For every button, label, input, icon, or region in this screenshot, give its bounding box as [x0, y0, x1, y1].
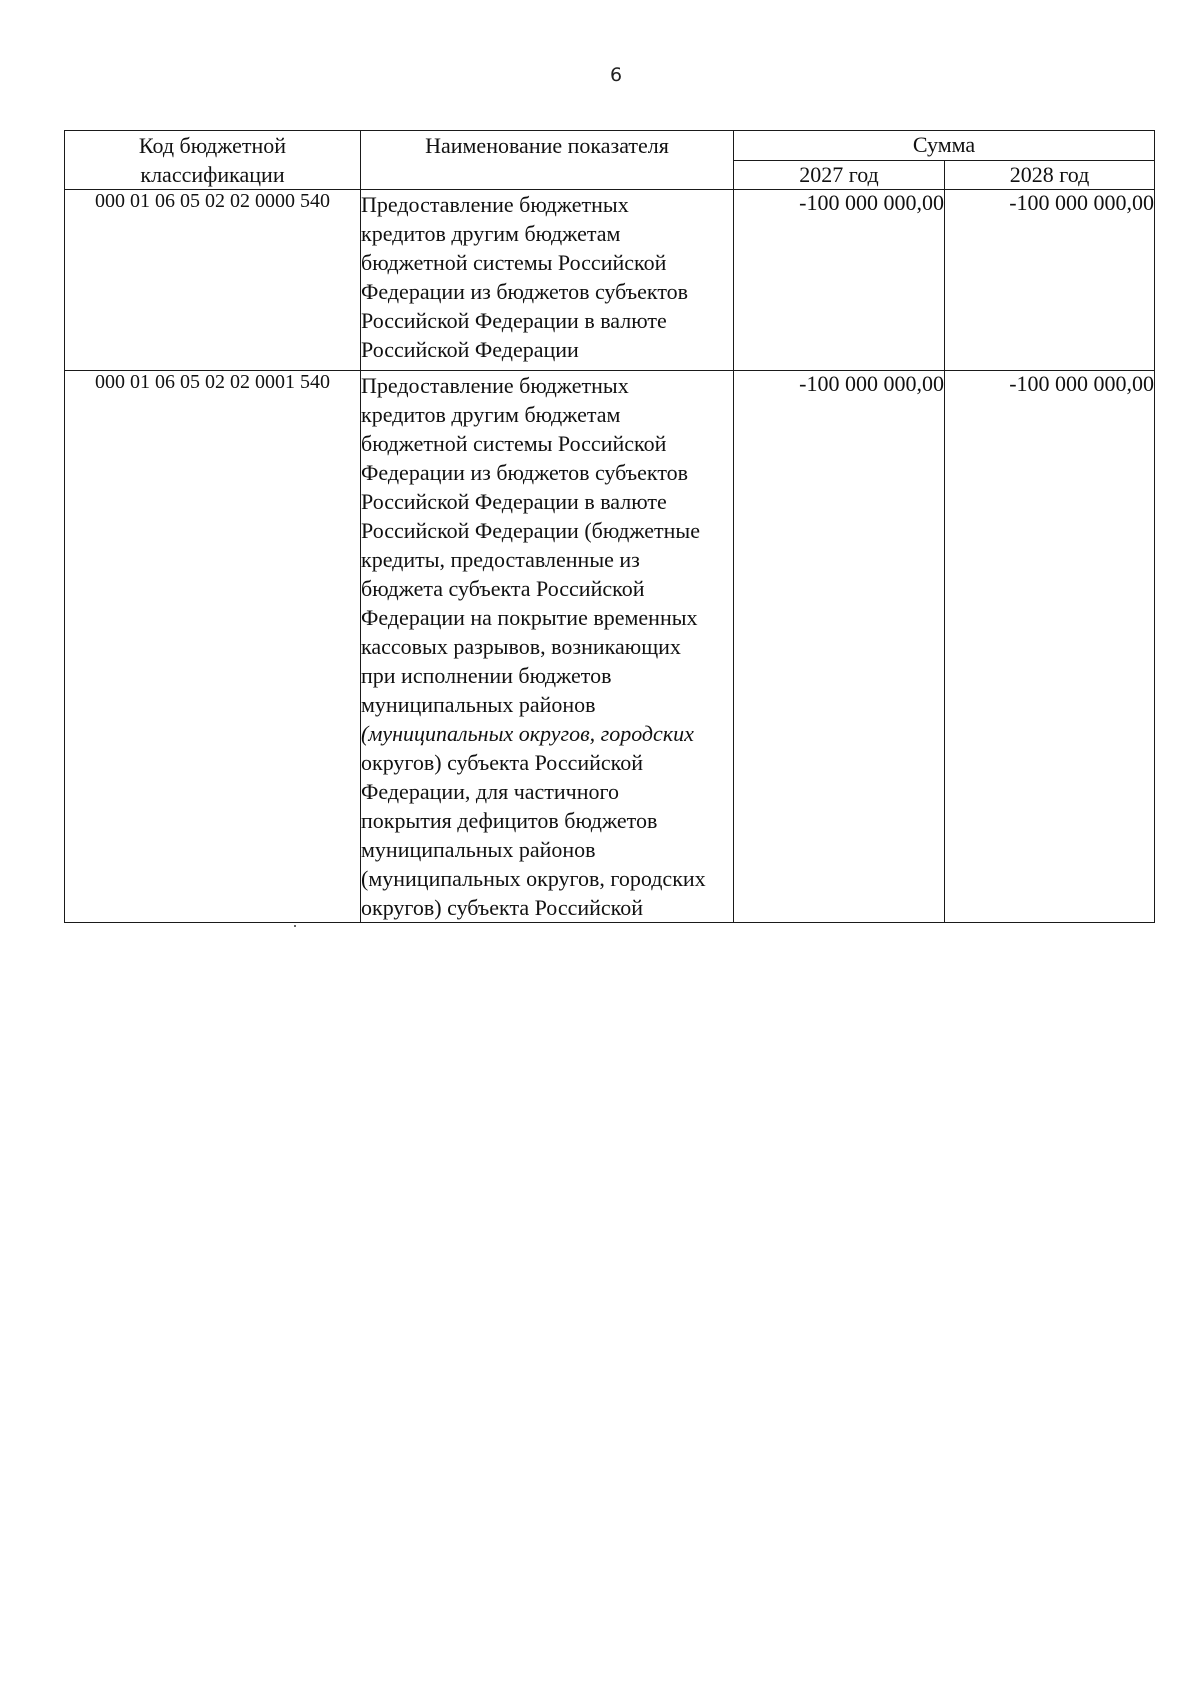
row-code: 000 01 06 05 02 02 0000 540: [65, 190, 361, 371]
row-name-line: муниципальных районов: [361, 837, 596, 862]
row-name-line: кредитов другим бюджетам: [361, 221, 621, 246]
row-name-line: округов) субъекта Российской: [361, 895, 644, 920]
row-code: 000 01 06 05 02 02 0001 540: [65, 371, 361, 923]
header-year-2028: 2028 год: [945, 160, 1155, 190]
header-name: Наименование показателя: [361, 131, 734, 190]
row-name-line: Федерации на покрытие временных: [361, 605, 698, 630]
row-name: [361, 371, 734, 923]
row-name-line: Федерации из бюджетов субъектов: [361, 279, 689, 304]
row-name-line: муниципальных районов: [361, 692, 596, 717]
row-name-line: Российской Федерации в валюте: [361, 489, 667, 514]
header-code: [65, 131, 361, 190]
header-code-line1: Код бюджетной: [138, 133, 287, 158]
page-number: 6: [609, 64, 623, 86]
row-amount-2028: -100 000 000,00: [945, 371, 1155, 923]
row-name-line: кассовых разрывов, возникающих: [361, 634, 681, 659]
row-name-line: Федерации, для частичного: [361, 779, 619, 804]
row-name-line: кредиты, предоставленные из: [361, 547, 640, 572]
row-name-line: округов) субъекта Российской: [361, 750, 644, 775]
row-name-line: бюджетной системы Российской: [361, 431, 667, 456]
row-name-line: при исполнении бюджетов: [361, 663, 612, 688]
row-name-line: бюджетной системы Российской: [361, 250, 667, 275]
header-sum: Сумма: [734, 131, 1155, 161]
row-name-line: Российской Федерации в валюте: [361, 308, 667, 333]
row-name-line: Предоставление бюджетных: [361, 373, 629, 398]
row-name-line: Федерации из бюджетов субъектов: [361, 460, 689, 485]
row-name-line: (муниципальных округов, городских: [361, 721, 694, 746]
row-amount-2027: -100 000 000,00: [734, 190, 945, 371]
header-year-2027: 2027 год: [734, 160, 945, 190]
row-name-line: бюджета субъекта Российской: [361, 576, 645, 601]
row-amount-2028: -100 000 000,00: [945, 190, 1155, 371]
row-name-line: Предоставление бюджетных: [361, 192, 629, 217]
budget-table: [64, 130, 1155, 923]
row-name: [361, 190, 734, 371]
row-name-line: покрытия дефицитов бюджетов: [361, 808, 658, 833]
row-name-line: Российской Федерации: [361, 337, 579, 362]
row-name-line: (муниципальных округов, городских: [361, 866, 706, 891]
header-code-line2: классификации: [140, 162, 285, 187]
scan-speck: [294, 925, 296, 927]
table-row: [65, 371, 1155, 923]
row-amount-2027: -100 000 000,00: [734, 371, 945, 923]
row-name-line: Российской Федерации (бюджетные: [361, 518, 700, 543]
table-row: [65, 190, 1155, 371]
row-name-line: кредитов другим бюджетам: [361, 402, 621, 427]
